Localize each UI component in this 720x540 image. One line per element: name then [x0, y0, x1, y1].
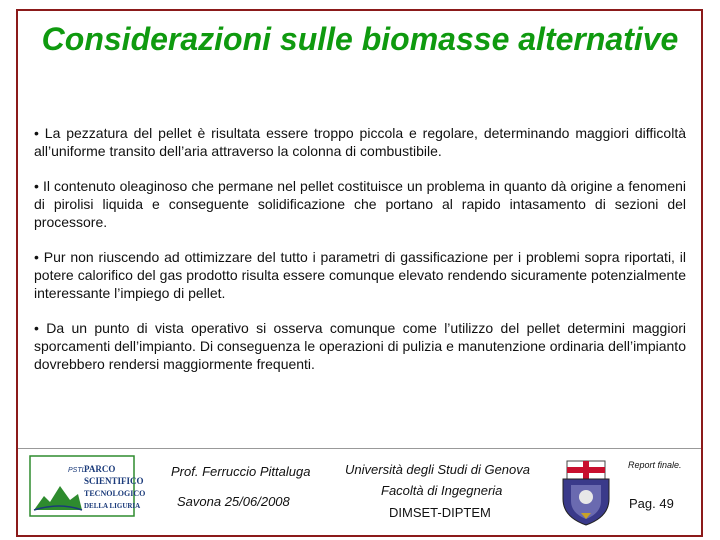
presentation-date: Savona 25/06/2008 — [177, 494, 290, 509]
report-label: Report finale. — [628, 460, 682, 470]
university-name: Università degli Studi di Genova — [345, 462, 530, 477]
logo-line: DELLA LIGURIA — [84, 502, 141, 510]
logo-line: PARCO — [84, 464, 116, 474]
bullet-item: • Il contenuto oleaginoso che permane nel pellet costituisce un problema in quanto dà origine a fenomeni di pirolisi liquida e conseguente solidificazione che portano al rapido intasamento di sezioni del processore. — [34, 178, 686, 230]
page-number: Pag. 49 — [629, 496, 674, 511]
logo-line: TECNOLOGICO — [84, 489, 146, 498]
slide-title: Considerazioni sulle biomasse alternative — [41, 21, 679, 57]
university-crest-icon — [557, 455, 615, 527]
logo-line: SCIENTIFICO — [84, 476, 144, 486]
bullet-list — [34, 124, 686, 390]
logo-badge: PSTL — [68, 467, 86, 474]
bullet-item: • Pur non riuscendo ad ottimizzare del tutto i parametri di gassificazione per i problemi sopra riportati, il potere calorifico del gas prodotto risulta essere comunque elevato rendendo sicuramente potenzialmente interessante l’impiego di pellet. — [34, 249, 686, 301]
bullet-item: • La pezzatura del pellet è risultata essere troppo piccola e regolare, determinando maggiori difficoltà all’uniforme transito dell’aria attraverso la colonna di combustibile. — [34, 125, 686, 159]
department-name: DIMSET-DIPTEM — [389, 505, 491, 520]
footer-divider — [18, 448, 701, 449]
author-name: Prof. Ferruccio Pittaluga — [171, 464, 311, 479]
parco-scientifico-logo — [30, 456, 146, 516]
bullet-item: • Da un punto di vista operativo si osserva comunque come l’utilizzo del pellet determini maggiori sporcamenti dell’impianto. Di conseguenza le operazioni di pulizia e manutenzione ordinaria dell’impianto dovrebbero rendersi maggiormente frequenti. — [34, 320, 686, 372]
faculty-name: Facoltà di Ingegneria — [381, 483, 503, 498]
